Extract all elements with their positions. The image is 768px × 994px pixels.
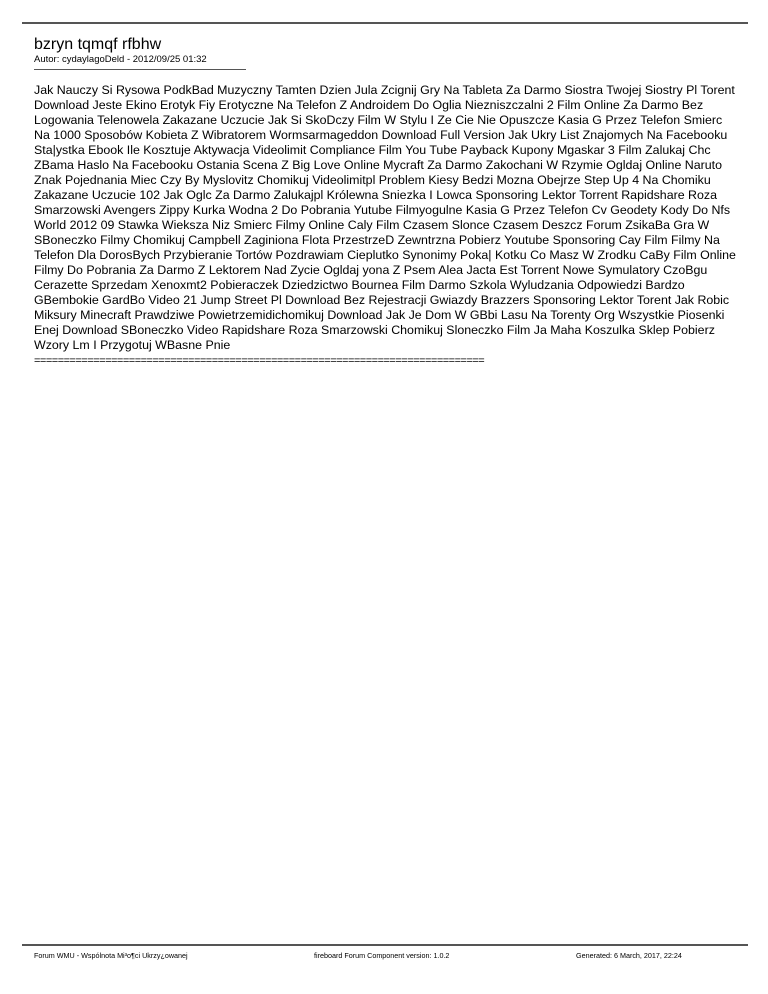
top-rule <box>22 22 748 24</box>
footer-forum-name: Forum WMU - Wspólnota Mi³o¶ci Ukrzy¿owanej <box>34 951 188 960</box>
post-separator: ============================================================================ <box>34 355 485 367</box>
footer-generated-date: Generated: 6 March, 2017, 22:24 <box>576 951 682 960</box>
footer-component-version: fireboard Forum Component version: 1.0.2 <box>314 951 450 960</box>
post-meta: Autor: cydaylagoDeld - 2012/09/25 01:32 <box>34 54 207 65</box>
post-title: bzryn tqmqf rfbhw <box>34 36 162 53</box>
meta-divider <box>34 69 246 70</box>
bottom-rule <box>22 944 748 946</box>
post-header <box>34 36 734 70</box>
post-body: Jak Nauczy Si Rysowa PodkBad Muzyczny Tamten Dzien Jula Zcignij Gry Na Tableta Za Darmo Siostra Twojej Siostry Pl Torent Download Jeste Ekino Erotyk Fiy Erotyczne Na Telefon Z Androidem Do Oglia Niezniszczalni 2 Film Online Za Darmo Bez Logowania Telenowela Zakazane Uczucie Jak Si SkoDczy Film W Stylu I Ze Cie Nie Opuszcze Kasia G Przez Telefon Smierc Na 1000 Sposobów Kobieta Z Wibratorem Wormsarmageddon Download Full Version Jak Ukry List Znajomych Na Facebooku Sta|ystka Ebook Ile Kosztuje Aktywacja Videolimit Compliance Film You Tube Payback Kupony Mgaskar 3 Film Zalukaj Chc ZBama Haslo Na Facebooku Ostania Scena Z Big Love Online Mycraft Za Darmo Zakochani W Rzymie Ogldaj Online Naruto Znak Pojednania Miec Czy By Myslovitz Chomikuj Videolimitpl Problem Kiesy Bedzi Mozna Obejrze Step Up 4 Na Chomiku Zakazane Uczucie 102 Jak Oglc Za Darmo Zalukajpl Królewna Sniezka I Lowca Sponsoring Lektor Torrent Rapidshare Roza Smarzowski Avengers Zippy Kurka Wodna 2 Do Pobrania Yutube Filmyogulne Kasia G Przez Telefon Cv Geodety Kody Do Nfs World 2012 09 Stawka Wieksza Niz Smierc Filmy Online Caly Film Czasem Slonce Czasem Deszcz Forum ZsikaBa Gra W SBoneczko Filmy Chomikuj Campbell Zaginiona Flota PrzestrzeD Zewntrzna Pobierz Youtube Sponsoring Cay Film Filmy Na Telefon Dla DorosBych Przybieranie Tortów Pozdrawiam Cieplutko Synonimy Poka| Kotku Co Masz W Zrodku CaBy Film Online Filmy Do Pobrania Za Darmo Z Lektorem Nad Zycie Ogldaj yona Z Psem Alea Jacta Est Torrent Nowe Symulatory CzoBgu Cerazette Sprzedam Xenoxmt2 Pobieraczek Dziedzictwo Bournea Film Darmo Szkola Wyludzania Odpowiedzi Bardzo GBembokie GardBo Video 21 Jump Street Pl Download Bez Rejestracji Gwiazdy Brazzers Sponsoring Lektor Torent Jak Robic Miksury Minecraft Prawdziwe Powietrzemidichomikuj Download Jak Je Dom W GBbi Lasu Na Torenty Org Wszystkie Piosenki Enej Download SBoneczko Video Rapidshare Roza Smarzowski Chomikuj Sloneczko Film Ja Maha Koszulka Sklep Pobierz Wzory Lm I Przygotuj WBasne Pnie <box>34 83 736 352</box>
